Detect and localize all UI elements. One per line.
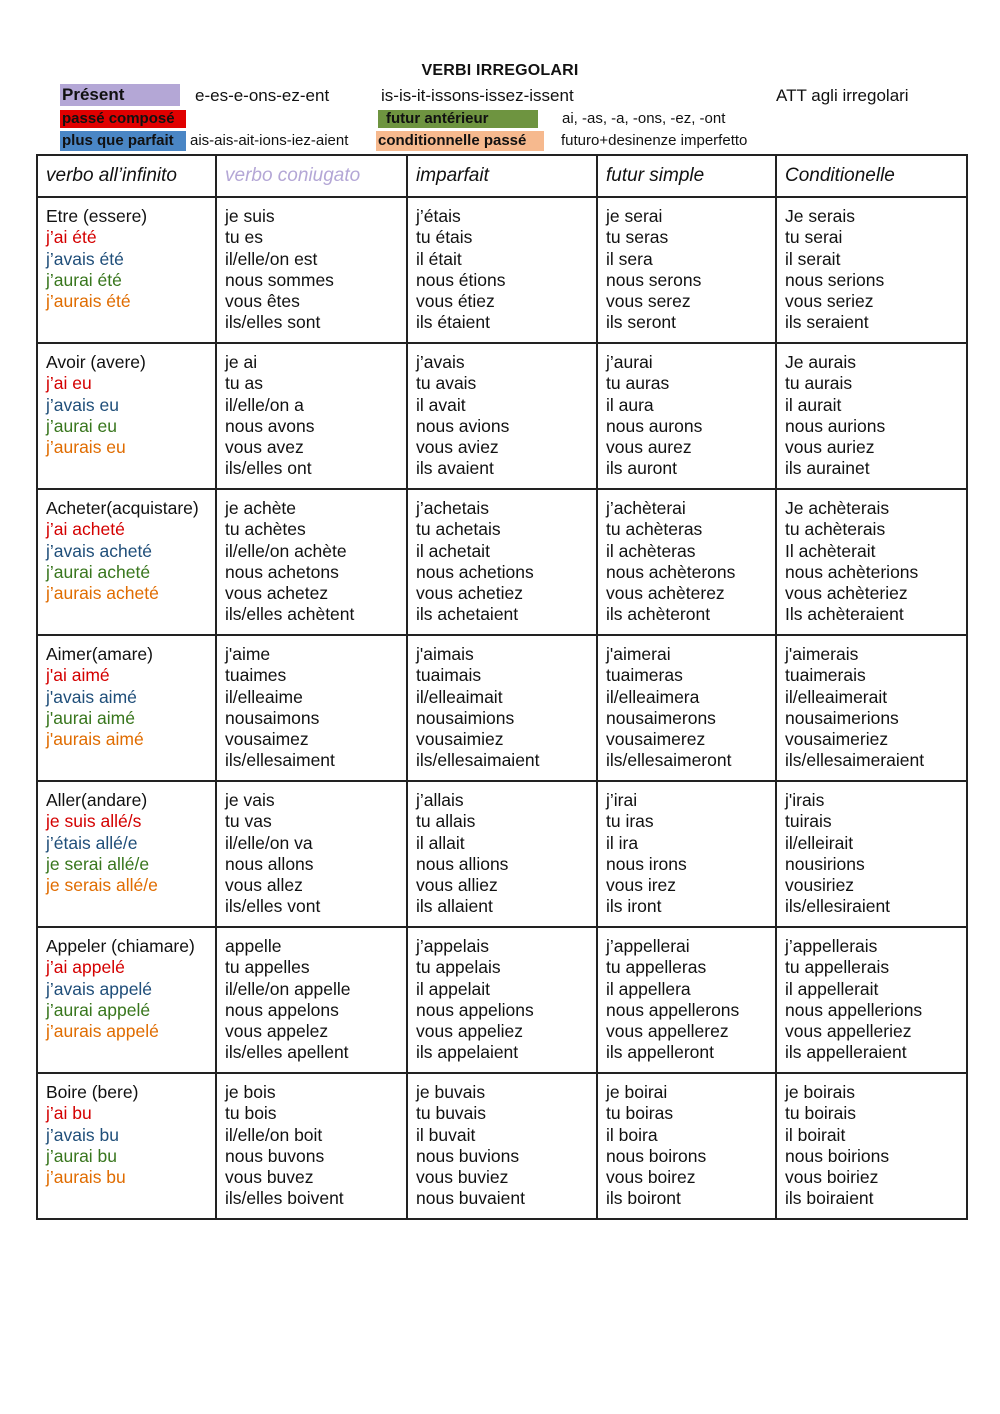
infinitive-label: Etre (essere) — [46, 206, 148, 226]
conjugation-line: il/elle/on a — [225, 394, 304, 415]
compound-tense-line: je serai allé/e — [46, 853, 150, 874]
conjugation-line: nous allons — [225, 853, 314, 874]
conjugation-line: ils achèteront — [606, 604, 711, 625]
conjugation-line: nous buvions — [416, 1145, 520, 1166]
compound-tense-line: je suis allé/s — [46, 811, 142, 832]
conjugation-line: vousaimez — [225, 729, 309, 750]
legend-present-endings-2: is-is-it-issons-issez-issent — [381, 86, 574, 105]
legend-futur-endings: ai, -as, -a, -ons, -ez, -ont — [562, 110, 726, 127]
conjugation-line: j'aime — [225, 644, 271, 664]
conjugation-line: il ira — [606, 832, 639, 853]
conjugation-line: nous buvaient — [416, 1188, 525, 1209]
conjugation-line: nous irons — [606, 853, 687, 874]
infinitive-cell — [37, 635, 216, 781]
conjugation-line: Je aurais — [785, 352, 857, 372]
conjugation-line: vous appeliez — [416, 1021, 524, 1042]
table-row — [37, 1073, 967, 1219]
conjugation-line: vous achèterez — [606, 583, 725, 604]
conjugation-line: j'aimerais — [785, 644, 859, 664]
conjugation-line: ils/elles apellent — [225, 1042, 349, 1063]
conjugation-line: Je serais — [785, 206, 856, 226]
conjugation-line: tu seras — [606, 227, 669, 248]
conjugation-line: je boirai — [606, 1082, 668, 1102]
conjugation-line: nous serions — [785, 269, 885, 290]
conjugation-line: tu étais — [416, 227, 473, 248]
conjugation-line: ils achetaient — [416, 604, 519, 625]
conjugation-line: nousirions — [785, 853, 865, 874]
present-cell — [216, 927, 407, 1073]
conjugation-line: tu achèteras — [606, 519, 703, 540]
conjugation-line: j’appellerai — [606, 936, 690, 956]
conjugation-line: tu allais — [416, 811, 476, 832]
compound-tense-line: j’ai été — [46, 227, 97, 248]
imparfait-cell — [407, 635, 597, 781]
conjugation-line: tu aurais — [785, 373, 853, 394]
compound-tense-line: j'aurais aimé — [46, 729, 144, 750]
conjugation-line: nous buvons — [225, 1145, 325, 1166]
conjugation-line: ils/elles sont — [225, 312, 321, 333]
legend-present-endings-1: e-es-e-ons-ez-ent — [195, 86, 330, 105]
conjugation-line: tu bois — [225, 1103, 277, 1124]
conjugation-line: j'aimais — [416, 644, 474, 664]
infinitive-cell — [37, 927, 216, 1073]
conjugation-line: je serai — [606, 206, 663, 226]
conjugation-line: ils/elles vont — [225, 896, 321, 917]
conjugation-line: il boirait — [785, 1124, 846, 1145]
conjugation-line: tu boirais — [785, 1103, 857, 1124]
imparfait-cell — [407, 343, 597, 489]
conjugation-line: tuaimais — [416, 665, 482, 686]
conjugation-line: vous achetiez — [416, 583, 524, 604]
conjugation-line: Il achèterait — [785, 540, 876, 561]
conjugation-line: il/elleaimera — [606, 686, 700, 707]
imparfait-cell — [407, 927, 597, 1073]
conjugation-line: je ai — [225, 352, 258, 372]
conjugation-line: vousaimiez — [416, 729, 504, 750]
legend-futur-anterieur-tag: futur antérieur — [378, 110, 538, 128]
conjugation-line: ils appelaient — [416, 1042, 519, 1063]
compound-tense-line: j’aurai été — [46, 269, 122, 290]
conjugation-line: il/elle/on achète — [225, 540, 347, 561]
futur-cell — [597, 1073, 776, 1219]
header-verbo-coniugato: verbo coniugato — [216, 155, 407, 197]
conjugation-line: j’irai — [606, 790, 638, 810]
compound-tense-line: j’aurais bu — [46, 1167, 126, 1188]
conjugation-line: nous achèterons — [606, 561, 736, 582]
conjugation-line: nous avons — [225, 415, 315, 436]
futur-cell — [597, 343, 776, 489]
conjugation-line: il boira — [606, 1124, 658, 1145]
conjugation-line: tuaimeras — [606, 665, 683, 686]
conjugation-line: nous aurions — [785, 415, 886, 436]
conjugation-line: tu appelais — [416, 957, 501, 978]
conjugation-line: vousaimeriez — [785, 729, 889, 750]
futur-cell — [597, 781, 776, 927]
compound-tense-line: j’avais acheté — [46, 540, 153, 561]
conditionnel-cell — [776, 927, 967, 1073]
conjugation-line: ils seraient — [785, 312, 869, 333]
conjugation-line: vousaimerez — [606, 729, 706, 750]
compound-tense-line: j’aurais été — [46, 291, 131, 312]
conjugation-line: il appellera — [606, 978, 691, 999]
conjugation-line: tu achètes — [225, 519, 306, 540]
conjugation-line: il appellerait — [785, 978, 879, 999]
conjugation-line: tu appelleras — [606, 957, 707, 978]
compound-tense-line: j’ai eu — [46, 373, 92, 394]
imparfait-cell — [407, 197, 597, 343]
table-row — [37, 927, 967, 1073]
conjugation-line: vous auriez — [785, 437, 875, 458]
conjugation-line: ils iront — [606, 896, 662, 917]
compound-tense-line: j’aurai bu — [46, 1145, 118, 1166]
table-row — [37, 343, 967, 489]
conjugation-line: nous boirions — [785, 1145, 890, 1166]
conjugation-line: il/elleaimerait — [785, 686, 888, 707]
compound-tense-line: j’étais allé/e — [46, 832, 138, 853]
conjugation-line: ils/ellesaiment — [225, 750, 335, 771]
conjugation-line: vous achèteriez — [785, 583, 908, 604]
conditionnel-cell — [776, 635, 967, 781]
conjugation-line: tu auras — [606, 373, 670, 394]
conjugation-line: il/elleaime — [225, 686, 303, 707]
futur-cell — [597, 635, 776, 781]
conjugation-line: vous buviez — [416, 1167, 509, 1188]
conjugation-line: vous seriez — [785, 291, 874, 312]
verb-table — [36, 154, 968, 1220]
conjugation-line: vous boiriez — [785, 1167, 879, 1188]
compound-tense-line: j’aurais eu — [46, 437, 126, 458]
conjugation-line: ils/elles boivent — [225, 1188, 344, 1209]
conjugation-line: j’achèterai — [606, 498, 686, 518]
infinitive-cell — [37, 781, 216, 927]
compound-tense-line: j'avais aimé — [46, 686, 137, 707]
conjugation-line: il/elle/on boit — [225, 1124, 323, 1145]
present-cell — [216, 489, 407, 635]
conjugation-line: je buvais — [416, 1082, 486, 1102]
conjugation-line: nous avions — [416, 415, 510, 436]
header-infinitive: verbo all’infinito — [37, 155, 216, 197]
conjugation-line: tu appelles — [225, 957, 310, 978]
conjugation-line: il/elle/on est — [225, 248, 318, 269]
conjugation-line: tuaimerais — [785, 665, 866, 686]
conjugation-line: ils allaient — [416, 896, 493, 917]
conjugation-line: tu buvais — [416, 1103, 487, 1124]
compound-tense-line: j’avais bu — [46, 1124, 119, 1145]
conjugation-line: ils/ellesiraient — [785, 896, 891, 917]
conjugation-line: vous irez — [606, 875, 677, 896]
conjugation-line: ils auront — [606, 458, 678, 479]
header-conditionnel: Conditionelle — [776, 155, 967, 197]
table-row — [37, 197, 967, 343]
compound-tense-line: j’avais eu — [46, 394, 119, 415]
conjugation-line: nous étions — [416, 269, 506, 290]
conjugation-line: il aurait — [785, 394, 842, 415]
conjugation-line: tu achetais — [416, 519, 501, 540]
conjugation-line: vous êtes — [225, 291, 300, 312]
compound-tense-line: j’ai acheté — [46, 519, 125, 540]
conditionnel-cell — [776, 343, 967, 489]
futur-cell — [597, 197, 776, 343]
legend-pqp-endings: ais-ais-ait-ions-iez-aient — [190, 132, 349, 149]
conjugation-line: il/elleirait — [785, 832, 854, 853]
legend-present-tag: Présent — [60, 84, 180, 106]
conjugation-line: j’appelais — [416, 936, 489, 956]
conjugation-line: ils aurainet — [785, 458, 870, 479]
conjugation-line: vous alliez — [416, 875, 498, 896]
compound-tense-line: j’aurai eu — [46, 415, 118, 436]
table-row — [37, 635, 967, 781]
infinitive-label: Appeler (chiamare) — [46, 936, 195, 956]
conjugation-line: j’appellerais — [785, 936, 878, 956]
header-imparfait: imparfait — [407, 155, 597, 197]
conjugation-line: vous avez — [225, 437, 304, 458]
legend-cond-note: futuro+desinenze imperfetto — [561, 132, 748, 149]
conjugation-line: tu iras — [606, 811, 654, 832]
compound-tense-line: j’ai appelé — [46, 957, 125, 978]
conjugation-line: ils appelleront — [606, 1042, 714, 1063]
conjugation-line: il achèteras — [606, 540, 696, 561]
compound-tense-line: j’aurais acheté — [46, 583, 159, 604]
conjugation-line: je boirais — [785, 1082, 856, 1102]
conjugation-line: vous appelez — [225, 1021, 329, 1042]
compound-tense-line: j’aurai acheté — [46, 561, 151, 582]
conjugation-line: vous étiez — [416, 291, 495, 312]
conjugation-line: nous allions — [416, 853, 509, 874]
conjugation-line: nous achèterions — [785, 561, 919, 582]
compound-tense-line: je serais allé/e — [46, 875, 158, 896]
compound-tense-line: j’avais appelé — [46, 978, 153, 999]
conjugation-line: vous serez — [606, 291, 691, 312]
infinitive-cell — [37, 489, 216, 635]
infinitive-cell — [37, 343, 216, 489]
compound-tense-line: j’aurai appelé — [46, 999, 151, 1020]
conjugation-line: tuirais — [785, 811, 832, 832]
conjugation-line: ils avaient — [416, 458, 494, 479]
conjugation-line: j’étais — [416, 206, 461, 226]
conjugation-line: vous aviez — [416, 437, 499, 458]
conjugation-line: nous appelions — [416, 999, 534, 1020]
conjugation-line: ils/elles ont — [225, 458, 312, 479]
conjugation-line: nousaimerons — [606, 707, 716, 728]
conjugation-line: il buvait — [416, 1124, 476, 1145]
legend-plus-que-parfait-tag: plus que parfait — [60, 131, 186, 151]
conditionnel-cell — [776, 489, 967, 635]
conjugation-line: vousiriez — [785, 875, 855, 896]
table-body — [37, 197, 967, 1219]
present-cell — [216, 343, 407, 489]
conditionnel-cell — [776, 197, 967, 343]
infinitive-label: Acheter(acquistare) — [46, 498, 199, 518]
table-row — [37, 781, 967, 927]
conjugation-line: nous appellerons — [606, 999, 740, 1020]
conjugation-line: nous sommes — [225, 269, 334, 290]
conjugation-line: il appelait — [416, 978, 490, 999]
conjugation-line: j'aimerai — [606, 644, 671, 664]
conjugation-line: vous buvez — [225, 1167, 314, 1188]
conjugation-line: nous achetons — [225, 561, 339, 582]
header-futur-simple: futur simple — [597, 155, 776, 197]
conjugation-line: tu appellerais — [785, 957, 890, 978]
imparfait-cell — [407, 1073, 597, 1219]
present-cell — [216, 1073, 407, 1219]
present-cell — [216, 197, 407, 343]
conjugation-line: tu boiras — [606, 1103, 674, 1124]
infinitive-label: Aimer(amare) — [46, 644, 153, 664]
conjugation-line: vous aurez — [606, 437, 692, 458]
page-title: VERBI IRREGOLARI — [421, 62, 579, 79]
conjugation-line: tu as — [225, 373, 263, 394]
conjugation-line: je suis — [225, 206, 275, 226]
conjugation-line: j’allais — [416, 790, 464, 810]
conjugation-line: nousaimions — [416, 707, 515, 728]
conjugation-line: il allait — [416, 832, 465, 853]
compound-tense-line: j'aurai aimé — [46, 707, 135, 728]
legend-note: ATT agli irregolari — [776, 86, 909, 105]
conditionnel-cell — [776, 781, 967, 927]
conjugation-line: il achetait — [416, 540, 490, 561]
conjugation-line: il serait — [785, 248, 841, 269]
conjugation-line: appelle — [225, 936, 282, 956]
conjugation-line: tuaimes — [225, 665, 287, 686]
conjugation-line: ils/ellesaimeront — [606, 750, 732, 771]
infinitive-label: Aller(andare) — [46, 790, 148, 810]
conjugation-line: il/elle/on appelle — [225, 978, 351, 999]
conjugation-line: il/elleaimait — [416, 686, 503, 707]
conjugation-line: nous appellerions — [785, 999, 923, 1020]
conjugation-line: tu es — [225, 227, 263, 248]
conjugation-line: vous appellerez — [606, 1021, 729, 1042]
conjugation-line: nous aurons — [606, 415, 703, 436]
conjugation-line: Ils achèteraient — [785, 604, 904, 625]
infinitive-cell — [37, 197, 216, 343]
conjugation-line: il avait — [416, 394, 466, 415]
legend-passe-compose-tag: passé composé — [60, 110, 186, 128]
present-cell — [216, 635, 407, 781]
imparfait-cell — [407, 781, 597, 927]
conjugation-line: j'irais — [785, 790, 825, 810]
conjugation-line: nous achetions — [416, 561, 534, 582]
conjugation-line: je vais — [225, 790, 275, 810]
conjugation-line: vous appelleriez — [785, 1021, 912, 1042]
present-cell — [216, 781, 407, 927]
conjugation-line: j’aurai — [606, 352, 653, 372]
conjugation-line: ils boiront — [606, 1188, 681, 1209]
infinitive-label: Boire (bere) — [46, 1082, 139, 1102]
conjugation-line: tu serai — [785, 227, 843, 248]
infinitive-cell — [37, 1073, 216, 1219]
futur-cell — [597, 927, 776, 1073]
conjugation-line: tu achèterais — [785, 519, 886, 540]
conjugation-line: Je achèterais — [785, 498, 890, 518]
conjugation-line: vous allez — [225, 875, 303, 896]
conjugation-line: il était — [416, 248, 462, 269]
compound-tense-line: j’avais été — [46, 248, 124, 269]
conjugation-line: ils appelleraient — [785, 1042, 907, 1063]
conditionnel-cell — [776, 1073, 967, 1219]
conjugation-line: nous appelons — [225, 999, 339, 1020]
conjugation-line: je achète — [225, 498, 297, 518]
conjugation-line: ils boiraient — [785, 1188, 874, 1209]
conjugation-line: tu vas — [225, 811, 272, 832]
conjugation-line: nousaimerions — [785, 707, 899, 728]
compound-tense-line: j’aurais appelé — [46, 1021, 159, 1042]
infinitive-label: Avoir (avere) — [46, 352, 146, 372]
conjugation-line: vous achetez — [225, 583, 329, 604]
legend-conditionnel-passe-tag: conditionnelle passé — [376, 131, 544, 151]
conjugation-line: ils seront — [606, 312, 677, 333]
conjugation-line: je bois — [225, 1082, 276, 1102]
imparfait-cell — [407, 489, 597, 635]
compound-tense-line: j'ai aimé — [46, 665, 110, 686]
conjugation-line: ils étaient — [416, 312, 490, 333]
conjugation-line: vous boirez — [606, 1167, 696, 1188]
futur-cell — [597, 489, 776, 635]
conjugation-line: il sera — [606, 248, 653, 269]
conjugation-line: il aura — [606, 394, 654, 415]
table-row — [37, 489, 967, 635]
conjugation-line: il/elle/on va — [225, 832, 313, 853]
conjugation-line: ils/ellesaimaient — [416, 750, 540, 771]
conjugation-line: tu avais — [416, 373, 477, 394]
compound-tense-line: j’ai bu — [46, 1103, 92, 1124]
conjugation-line: nous serons — [606, 269, 702, 290]
conjugation-line: j’achetais — [416, 498, 489, 518]
conjugation-line: nousaimons — [225, 707, 320, 728]
conjugation-line: nous boirons — [606, 1145, 707, 1166]
conjugation-line: j’avais — [416, 352, 465, 372]
table-header-row — [37, 155, 967, 197]
conjugation-line: ils/elles achètent — [225, 604, 355, 625]
conjugation-line: ils/ellesaimeraient — [785, 750, 925, 771]
